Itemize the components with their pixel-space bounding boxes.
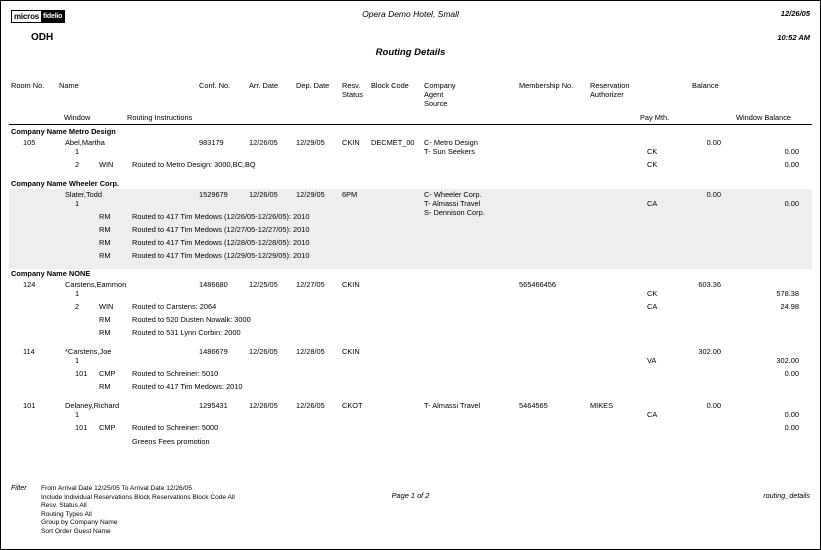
- cell-window: 2: [75, 302, 80, 312]
- filter-line: Sort Order Guest Name: [41, 527, 111, 535]
- cell-agent: T- Almassi Travel: [424, 198, 481, 208]
- cell-resv-status: CKOT: [342, 401, 363, 411]
- cell-balance: 302.00: [698, 347, 721, 356]
- cell-room-no: 101: [23, 401, 36, 411]
- cell-balance: 0.00: [706, 401, 721, 411]
- cell-window-balance: 24.98: [780, 302, 799, 312]
- cell-pay-mth: CK: [647, 289, 658, 299]
- filter-line: Routing Types All: [41, 510, 92, 518]
- cell-window: 101: [75, 423, 88, 433]
- col-source: Source: [424, 99, 448, 108]
- col-window: Window: [64, 113, 91, 122]
- cell-source: S- Dennison Corp.: [424, 208, 485, 218]
- cell-dep-date: 12/29/05: [296, 137, 325, 147]
- cell-window: 1: [75, 198, 80, 208]
- col-resv-status-2: Status: [342, 90, 363, 99]
- cell-room-no: 114: [23, 347, 35, 356]
- cell-window-balance: 0.00: [784, 369, 799, 379]
- cell-pay-mth: CA: [647, 410, 658, 420]
- cell-window: 1: [75, 410, 80, 420]
- page-indicator: Page 1 of 2: [391, 491, 430, 500]
- cell-routing-type: RM: [99, 328, 111, 338]
- header-date: 12/26/05: [780, 9, 810, 18]
- cell-routing-instruction: Routed to Schreiner: 5010: [132, 369, 219, 379]
- col-arr-date: Arr. Date: [249, 81, 279, 90]
- cell-window-balance: 0.00: [784, 159, 799, 169]
- cell-resv-status: CKIN: [342, 137, 360, 147]
- col-resv-status-1: Resv.: [342, 81, 361, 90]
- cell-routing-type: RM: [99, 315, 111, 325]
- cell-name: Delaney,Richard: [65, 401, 120, 411]
- cell-membership-no: 565466456: [519, 280, 556, 289]
- cell-routing-instruction: Routed to 417 Tim Medows (12/26/05-12/26/05): 2010: [132, 211, 310, 221]
- cell-conf-no: 1295431: [199, 401, 228, 411]
- cell-window-balance: 0.00: [784, 423, 799, 433]
- cell-pay-mth: CK: [647, 146, 658, 156]
- cell-company: C- Wheeler Corp.: [424, 189, 482, 199]
- cell-arr-date: 12/26/05: [249, 347, 278, 356]
- col-pay-mth: Pay Mth.: [640, 113, 670, 122]
- column-header-band: [9, 73, 812, 125]
- col-reservation-2: Authorizer: [590, 90, 624, 99]
- cell-routing-instruction: Routed to 531 Lynn Corbin: 2000: [132, 328, 241, 338]
- cell-routing-instruction: Routed to 417 Tim Medows (12/29/05-12/29/05): 2010: [132, 251, 310, 261]
- filter-line: Include Individual Reservations Block Reservations Block Code All: [41, 493, 235, 501]
- cell-arr-date: 12/26/05: [249, 401, 278, 411]
- property-code: ODH: [31, 32, 54, 43]
- cell-dep-date: 12/29/05: [296, 189, 325, 199]
- cell-window: 1: [75, 289, 80, 299]
- cell-dep-date: 12/26/05: [296, 401, 325, 411]
- cell-routing-type: RM: [99, 237, 111, 247]
- report-title: Routing Details: [375, 47, 446, 58]
- cell-pay-mth: VA: [647, 356, 657, 366]
- col-reservation-1: Reservation: [590, 81, 630, 90]
- cell-window-balance: 0.00: [784, 146, 799, 156]
- cell-window: 1: [75, 356, 80, 366]
- cell-routing-type: RM: [99, 211, 111, 221]
- cell-routing-type: WIN: [99, 159, 114, 169]
- cell-pay-mth: CA: [647, 198, 658, 208]
- col-balance: Balance: [692, 81, 719, 90]
- cell-arr-date: 12/26/05: [249, 189, 278, 199]
- logo-fidelio-text: fidelio: [43, 13, 63, 20]
- logo-micros-text: micros: [14, 12, 40, 21]
- col-window-balance: Window Balance: [736, 113, 792, 122]
- cell-room-no: 124: [23, 280, 36, 289]
- cell-routing-instruction: Routed to Schreiner: 5000: [132, 423, 219, 433]
- cell-pay-mth: CA: [647, 302, 658, 312]
- cell-routing-type: WIN: [99, 302, 114, 312]
- cell-conf-no: 1486679: [199, 347, 228, 356]
- cell-routing-instruction: Routed to Carstens: 2064: [132, 302, 217, 312]
- col-dep-date: Dep. Date: [296, 81, 330, 90]
- filter-line: Resv. Status All: [41, 502, 87, 510]
- cell-window-balance: 0.00: [784, 198, 799, 208]
- cell-window-balance: 578.38: [776, 289, 799, 299]
- report-file-name: routing_details: [763, 491, 810, 500]
- group-header: Company Name Metro Design: [11, 127, 116, 136]
- cell-company: C- Metro Design: [424, 137, 478, 147]
- cell-conf-no: 1486680: [199, 280, 228, 289]
- cell-pay-mth: CK: [647, 159, 658, 169]
- header-rule: [9, 124, 812, 125]
- report-canvas: [9, 7, 812, 543]
- cell-resv-status: 6PM: [342, 189, 358, 199]
- cell-routing-instruction: Greens Fees promotion: [132, 436, 210, 446]
- cell-window: 101: [75, 369, 88, 379]
- cell-routing-instruction: Routed to 417 Tim Medows (12/27/05-12/27/05): 2010: [132, 224, 310, 234]
- cell-window-balance: 0.00: [784, 410, 799, 420]
- cell-routing-type: CMP: [99, 369, 116, 379]
- filter-line: From Arrival Date 12/25/05 To Arrival Date 12/26/05: [41, 485, 192, 492]
- shaded-row-band: [9, 189, 812, 270]
- cell-membership-no: 5464565: [519, 401, 548, 411]
- cell-routing-instruction: Routed to 417 Tim Medows (12/28/05-12/28/05): 2010: [132, 237, 310, 247]
- header-time: 10:52 AM: [777, 33, 810, 42]
- cell-arr-date: 12/25/05: [249, 280, 278, 289]
- cell-conf-no: 983179: [199, 137, 224, 147]
- cell-routing-instruction: Routed to 417 Tim Medows: 2010: [132, 382, 243, 392]
- cell-conf-no: 1529679: [199, 189, 228, 199]
- cell-dep-date: 12/28/05: [296, 347, 325, 356]
- cell-routing-type: RM: [99, 251, 111, 261]
- filter-line: Group by Company Name: [41, 519, 118, 527]
- col-company: Company: [424, 81, 456, 90]
- cell-agent: T- Almassi Travel: [424, 401, 481, 411]
- cell-routing-instruction: Routed to 520 Dusten Nowalk: 3000: [132, 315, 251, 325]
- group-header: Company Name Wheeler Corp.: [11, 179, 120, 188]
- cell-room-no: 105: [23, 137, 36, 147]
- cell-routing-type: RM: [99, 382, 111, 392]
- col-room-no: Room No.: [11, 81, 45, 90]
- cell-balance: 0.00: [706, 137, 721, 147]
- cell-window-balance: 302.00: [776, 356, 799, 366]
- cell-name: Slater,Todd: [65, 189, 102, 199]
- col-block-code: Block Code: [371, 81, 409, 90]
- cell-name: Abel,Martha: [65, 137, 105, 147]
- cell-authorizer: MIKES: [590, 401, 613, 411]
- cell-window: 2: [75, 159, 80, 169]
- cell-window: 1: [75, 146, 80, 156]
- cell-agent: T- Sun Seekers: [424, 146, 475, 156]
- col-name: Name: [59, 81, 79, 90]
- filter-label: Filter: [11, 485, 27, 492]
- group-header: Company Name NONE: [11, 269, 91, 279]
- cell-resv-status: CKIN: [342, 347, 360, 356]
- cell-routing-type: RM: [99, 224, 111, 234]
- cell-balance: 0.00: [706, 189, 721, 199]
- cell-name: Carstens,Eammon: [65, 280, 127, 289]
- col-routing-instructions: Routing Instructions: [127, 113, 193, 122]
- cell-balance: 603.36: [698, 280, 721, 289]
- cell-name: *Carstens,Joe: [65, 347, 112, 356]
- col-membership-no: Membership No.: [519, 81, 574, 90]
- cell-block-code: DECMET_00: [371, 137, 415, 147]
- cell-resv-status: CKIN: [342, 280, 360, 289]
- col-agent: Agent: [424, 90, 444, 99]
- cell-routing-instruction: Routed to Metro Design: 3000,BC,BQ: [132, 159, 256, 169]
- cell-arr-date: 12/26/05: [249, 137, 278, 147]
- document-title: Opera Demo Hotel, Small: [362, 9, 459, 19]
- cell-routing-type: CMP: [99, 423, 116, 433]
- col-conf-no: Conf. No.: [199, 81, 231, 90]
- cell-dep-date: 12/27/05: [296, 280, 325, 289]
